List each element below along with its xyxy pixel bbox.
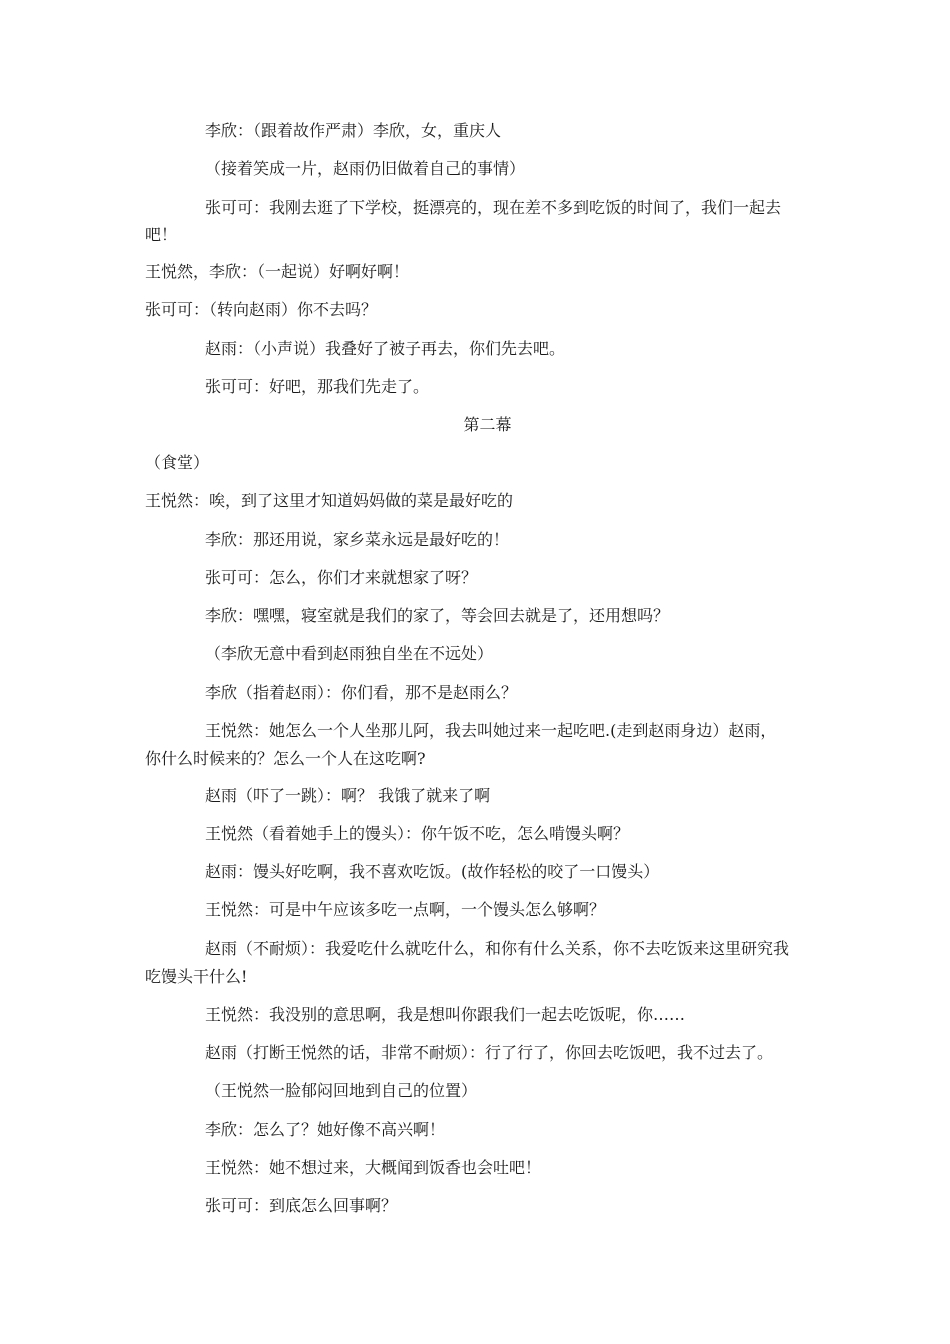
script-line: 张可可：怎么，你们才来就想家了呀？ bbox=[205, 568, 478, 587]
script-line-continuation: 吃馒头干什么! bbox=[145, 967, 248, 986]
script-line: 张可可：到底怎么回事啊？ bbox=[205, 1196, 398, 1215]
script-line: 王悦然：可是中午应该多吃一点啊，一个馒头怎么够啊？ bbox=[205, 900, 606, 919]
script-line: 张可可：（转向赵雨）你不去吗？ bbox=[145, 300, 378, 319]
script-line: 李欣（指着赵雨）：你们看，那不是赵雨么？ bbox=[205, 683, 518, 702]
script-line: 王悦然：我没别的意思啊，我是想叫你跟我们一起去吃饭呢，你…… bbox=[205, 1005, 686, 1024]
script-line: 张可可：我刚去逛了下学校，挺漂亮的，现在差不多到吃饭的时间了，我们一起去 bbox=[205, 198, 782, 217]
script-line: 王悦然：她怎么一个人坐那儿阿，我去叫她过来一起吃吧.(走到赵雨身边）赵雨， bbox=[205, 721, 777, 740]
script-line: 赵雨（吓了一跳）：啊？ 我饿了就来了啊 bbox=[205, 786, 491, 805]
script-line: 王悦然：唉，到了这里才知道妈妈做的菜是最好吃的 bbox=[145, 491, 514, 510]
script-line: 赵雨（打断王悦然的话，非常不耐烦）：行了行了，你回去吃饭吧，我不过去了。 bbox=[205, 1043, 774, 1062]
script-line-continuation: 吧！ bbox=[145, 225, 178, 244]
script-line: 李欣：那还用说，家乡菜永远是最好吃的！ bbox=[205, 530, 510, 549]
stage-direction: （王悦然一脸郁闷回地到自己的位置） bbox=[205, 1081, 478, 1100]
script-line: 赵雨：馒头好吃啊，我不喜欢吃饭。(故作轻松的咬了一口馒头） bbox=[205, 862, 660, 881]
stage-direction: （接着笑成一片，赵雨仍旧做着自己的事情） bbox=[205, 159, 526, 178]
script-line: 王悦然：她不想过来，大概闻到饭香也会吐吧！ bbox=[205, 1158, 542, 1177]
script-line: 张可可：好吧，那我们先走了。 bbox=[205, 377, 430, 396]
stage-direction: （李欣无意中看到赵雨独自坐在不远处） bbox=[205, 644, 494, 663]
script-line: 王悦然，李欣：（一起说）好啊好啊！ bbox=[145, 262, 410, 281]
scene-location: （食堂） bbox=[145, 453, 210, 472]
script-line-continuation: 你什么时候来的？怎么一个人在这吃啊? bbox=[145, 749, 426, 768]
script-line: 赵雨：（小声说）我叠好了被子再去，你们先去吧。 bbox=[205, 339, 566, 358]
act-heading: 第二幕 bbox=[463, 415, 512, 434]
script-line: 李欣：（跟着故作严肃）李欣，女，重庆人 bbox=[205, 121, 502, 140]
script-line: 李欣：怎么了？她好像不高兴啊！ bbox=[205, 1120, 446, 1139]
script-line: 李欣：嘿嘿，寝室就是我们的家了，等会回去就是了，还用想吗？ bbox=[205, 606, 670, 625]
script-line: 王悦然（看着她手上的馒头）：你午饭不吃，怎么啃馒头啊？ bbox=[205, 824, 630, 843]
script-line: 赵雨（不耐烦）：我爱吃什么就吃什么，和你有什么关系，你不去吃饭来这里研究我 bbox=[205, 939, 790, 958]
